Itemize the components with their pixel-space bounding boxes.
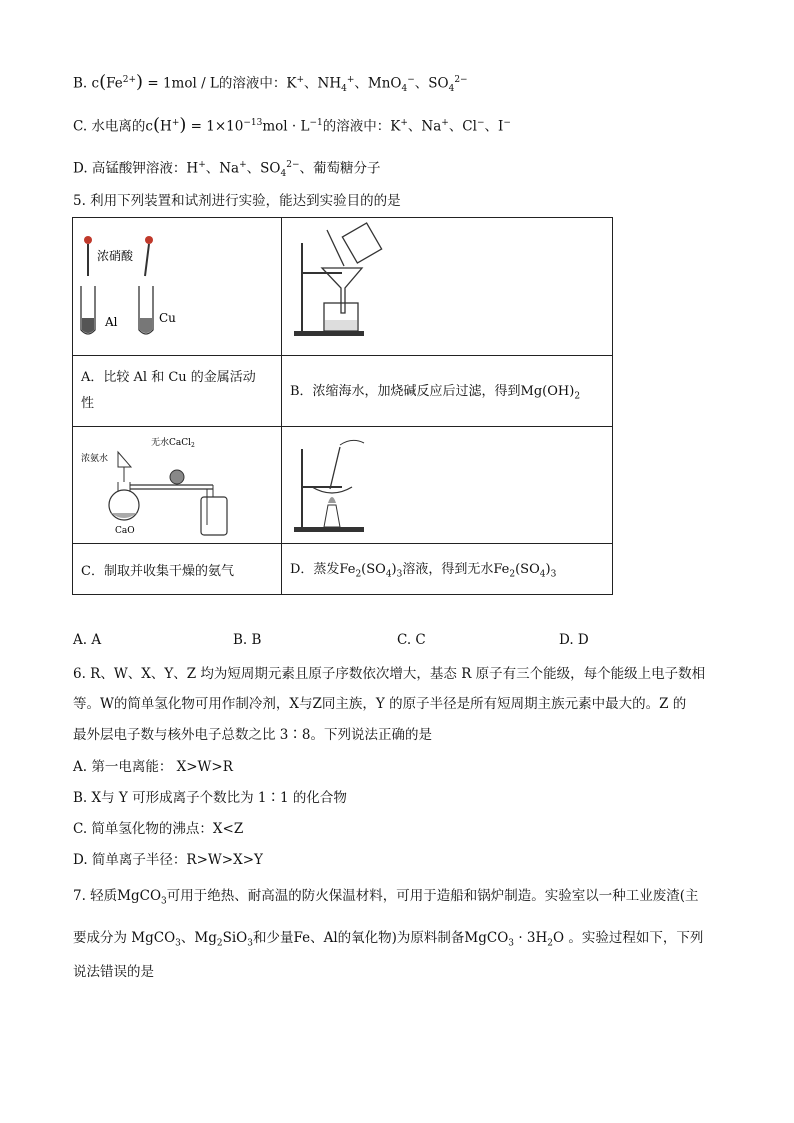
q5-option-a[interactable]: A. A [73, 632, 102, 648]
apparatus-c-image [73, 427, 281, 539]
apparatus-d-image [282, 427, 612, 539]
option-b-line: B. $c(Fe^{2+}) = 1mol / L$的溶液中：K+、$NH_4^+$、MnO$_4$−、$SO_4^{2-}$ [73, 71, 468, 95]
apparatus-a-cell [73, 218, 282, 356]
option-b-cell: B．浓缩海水，加烧碱反应后过滤，得到$Mg(OH)_2$ [282, 356, 613, 427]
cu-label: Cu [159, 311, 176, 325]
q5-option-c[interactable]: C. C [397, 632, 426, 648]
experiment-table [72, 217, 613, 595]
question-7-stem-line-3: 说法错误的是 [73, 964, 154, 980]
apparatus-d-cell [282, 427, 613, 544]
q6-option-c[interactable]: C. 简单氢化物的沸点：X<Z [73, 821, 244, 837]
question-6-stem-line-1: 6. R、W、X、Y、Z 均为短周期元素且原子序数依次增大，基态 R 原子有三个能级，每个能级上电子数相 [73, 666, 706, 682]
cacl2-label: 无水CaCl$_2$ [151, 438, 195, 449]
al-label: Al [105, 315, 118, 329]
ammonia-label: 浓氨水 [81, 454, 109, 464]
question-5-stem: 5. 利用下列装置和试剂进行实验，能达到实验目的的是 [73, 193, 401, 209]
cao-label: CaO [115, 526, 135, 536]
option-d-line: D. 高锰酸钾溶液：H+、Na+、$SO_4^{2-}$、葡萄糖分子 [73, 160, 381, 180]
apparatus-b-cell [282, 218, 613, 356]
apparatus-a-image [73, 218, 281, 351]
apparatus-c-cell [73, 427, 282, 544]
question-6-stem-line-3: 最外层电子数与核外电子总数之比 3∶8。下列说法正确的是 [73, 727, 432, 743]
option-a-cell: A．比较 Al 和 Cu 的金属活动 性 [73, 356, 282, 427]
q6-option-d[interactable]: D. 简单离子半径：R>W>X>Y [73, 852, 263, 868]
question-7-stem-line-2: 要成分为 MgCO$_3$、$Mg_2SiO_3$和少量Fe、Al的氧化物)为原料制备MgCO$_3$ · $3H_2O$ 。实验过程如下，下列 [73, 930, 704, 949]
apparatus-b-image [282, 218, 612, 351]
option-c-line: C. 水电离的$c(H^+) = 1\times 10^{-13}mol \cdot L^{-1}$的溶液中：K+、Na+、Cl−、I− [73, 114, 511, 136]
q5-option-b[interactable]: B. B [233, 632, 262, 648]
option-d-cell: D．蒸发$Fe_2(SO_4)_3$溶液，得到无水$Fe_2(SO_4)_3$ [282, 544, 613, 595]
question-7-stem-line-1: 7. 轻质MgCO$_3$可用于绝热、耐高温的防火保温材料，可用于造船和锅炉制造。实验室以一种工业废渣(主 [73, 888, 699, 907]
acid-label: 浓硝酸 [97, 249, 134, 263]
question-6-stem-line-2: 等。W的简单氢化物可用作制冷剂，X与Z同主族，Y 的原子半径是所有短周期主族元素中最大的。Z 的 [73, 696, 687, 712]
q6-option-a[interactable]: A. 第一电离能： X>W>R [73, 759, 233, 775]
q5-option-d[interactable]: D. D [559, 632, 589, 648]
q6-option-b[interactable]: B. X与 Y 可形成离子个数比为 1∶1 的化合物 [73, 790, 347, 806]
option-c-cell: C．制取并收集干燥的氨气 [73, 544, 282, 595]
